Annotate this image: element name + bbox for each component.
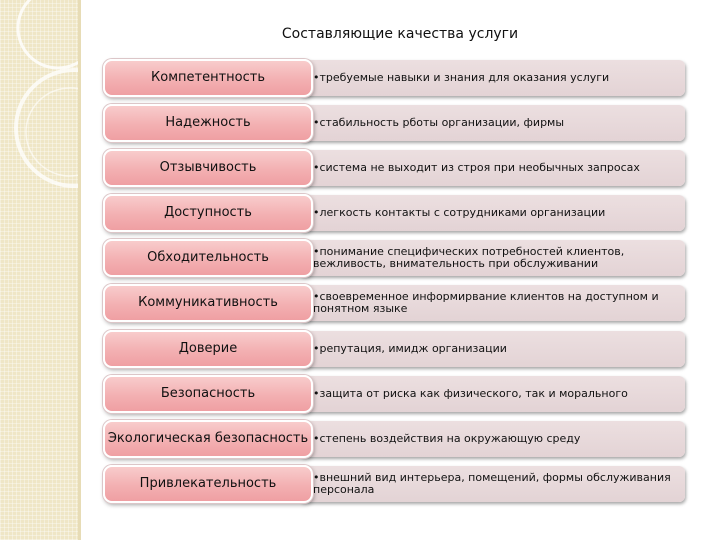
component-label: Обходительность <box>103 239 313 277</box>
table-row <box>103 150 685 186</box>
ornament-circles-icon <box>0 0 78 540</box>
component-label: Привлекательность <box>103 465 313 503</box>
quality-components-table <box>103 60 685 502</box>
side-band-edge <box>78 0 81 540</box>
table-row <box>103 331 685 367</box>
component-label: Коммуникативность <box>103 284 313 322</box>
component-description: •легкость контакты с сотрудниками организации <box>299 195 685 231</box>
component-description: •внешний вид интерьера, помещений, формы обслуживания персонала <box>299 466 685 502</box>
component-description: •своевременное информирвание клиентов на доступном и понятном языке <box>299 285 685 321</box>
component-label: Доступность <box>103 194 313 232</box>
table-row <box>103 376 685 412</box>
table-row <box>103 421 685 457</box>
component-description: •стабильность рботы организации, фирмы <box>299 105 685 141</box>
table-row <box>103 195 685 231</box>
page-title: Составляющие качества услуги <box>281 26 519 42</box>
table-row <box>103 240 685 276</box>
component-label: Доверие <box>103 330 313 368</box>
component-description: •защита от риска как физического, так и морального <box>299 376 685 412</box>
component-label: Надежность <box>103 104 313 142</box>
component-label: Компетентность <box>103 59 313 97</box>
table-row <box>103 466 685 502</box>
decorative-side-band <box>0 0 78 540</box>
component-description: •понимание специфических потребностей клиентов, вежливость, внимательность при обслуживании <box>299 240 685 276</box>
component-description: •система не выходит из строя при необычных запросах <box>299 150 685 186</box>
component-label: Экологическая безопасность <box>103 420 313 458</box>
component-description: •репутация, имидж организации <box>299 331 685 367</box>
component-description: •степень воздействия на окружающую среду <box>299 421 685 457</box>
table-row <box>103 60 685 96</box>
component-description: •требуемые навыки и знания для оказания услуги <box>299 60 685 96</box>
table-row <box>103 105 685 141</box>
component-label: Безопасность <box>103 375 313 413</box>
table-row <box>103 285 685 321</box>
component-label: Отзывчивость <box>103 149 313 187</box>
